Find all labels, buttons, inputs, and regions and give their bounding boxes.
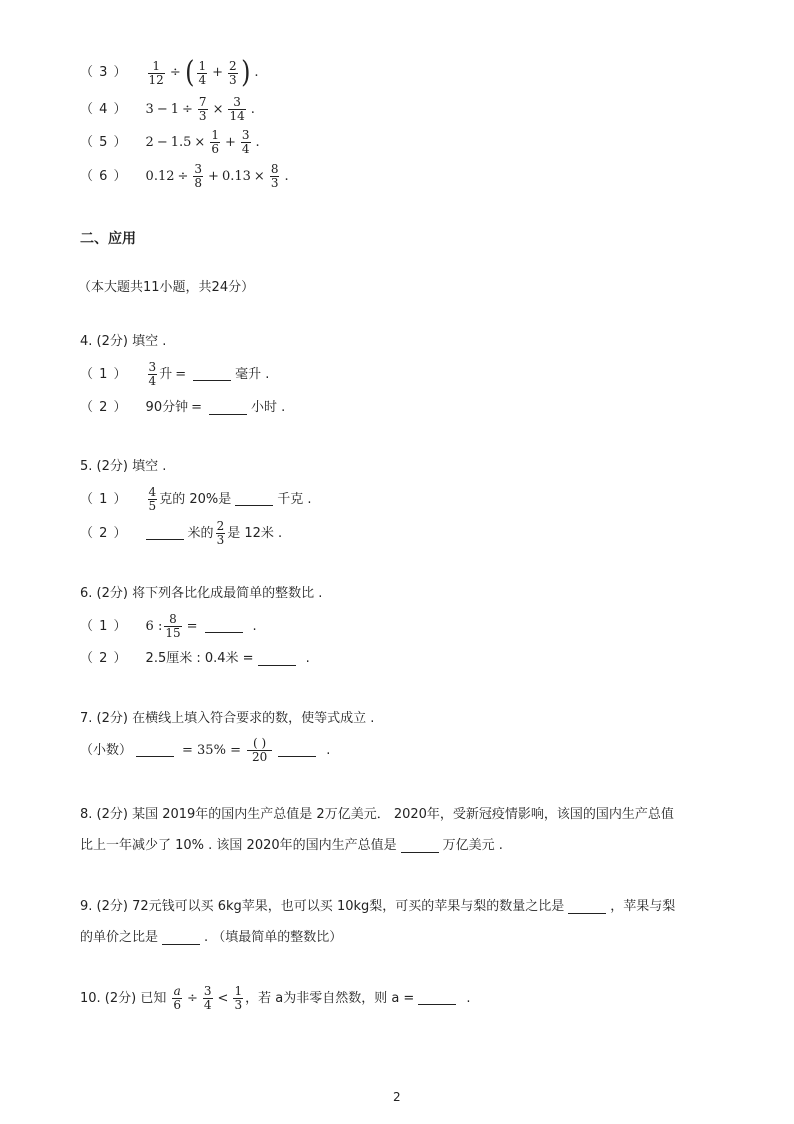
section-title: 二、应用 bbox=[80, 231, 136, 247]
answer-blank[interactable] bbox=[401, 840, 439, 853]
answer-blank[interactable] bbox=[146, 527, 184, 540]
answer-blank[interactable] bbox=[209, 402, 247, 415]
fraction: $\frac{a}{6}$ bbox=[173, 984, 181, 1012]
question-4-stem: 4. (2分) 填空 . bbox=[80, 334, 167, 349]
fraction: $\frac{2}{3}$ bbox=[229, 58, 237, 87]
fraction: $\frac{8}{15}$ bbox=[165, 612, 181, 640]
question-8-line-1: 8. (2分) 某国 2019年的国内生产总值是 2万亿美元． 2020年，受新冠疫情影响，该国的国内生产总值 bbox=[80, 807, 674, 822]
question-10-line: 10. (2分) 已知 $\frac{a}{6}$ ÷ $\frac{3}{4}$ < $\frac{1}{3}$ ，若 a为非零自然数，则 a = . bbox=[80, 984, 471, 1012]
calc-item-3: （ 3 ） $\frac{1}{12}$ ÷ ( $\frac{1}{4}$ + $\frac{2}{3}$ ) . bbox=[80, 55, 259, 90]
calc-item-6: （ 6 ） 0.12 ÷ $\frac{3}{8}$ + 0.13 × $\frac{8}{3}$ . bbox=[80, 162, 289, 190]
fraction: $\frac{3}{14}$ bbox=[229, 95, 245, 123]
fraction: $\frac{1}{12}$ bbox=[148, 58, 164, 87]
fraction: $\frac{8}{3}$ bbox=[270, 162, 279, 190]
section-subtitle: （本大题共11小题，共24分） bbox=[78, 280, 255, 295]
question-4-sub-1: （ 1 ） $\frac{3}{4}$ 升 = 毫升 . bbox=[80, 360, 270, 388]
fraction: $\frac{1}{4}$ bbox=[198, 58, 207, 87]
answer-blank[interactable] bbox=[162, 932, 200, 945]
question-5-stem: 5. (2分) 填空 . bbox=[80, 459, 167, 474]
answer-blank[interactable] bbox=[205, 620, 243, 633]
answer-blank[interactable] bbox=[136, 744, 174, 757]
answer-blank[interactable] bbox=[568, 901, 606, 914]
fraction: $\frac{3}{4}$ bbox=[241, 128, 250, 156]
answer-blank[interactable] bbox=[235, 493, 273, 506]
question-6-sub-2: （ 2 ） 2.5厘米 : 0.4米 = . bbox=[80, 651, 310, 666]
question-5-sub-2: （ 2 ） 米的 $\frac{2}{3}$ 是 12米 . bbox=[80, 519, 283, 547]
fraction: $\frac{3}{4}$ bbox=[203, 984, 212, 1012]
fraction: $\frac{1}{3}$ bbox=[234, 984, 243, 1012]
question-6-stem: 6. (2分) 将下列各比化成最简单的整数比 . bbox=[80, 586, 323, 601]
item-label: （ 3 ） bbox=[80, 65, 128, 80]
fraction: $\frac{1}{6}$ bbox=[211, 128, 219, 156]
answer-blank[interactable] bbox=[418, 992, 456, 1005]
fraction: $\frac{( )}{20}$ bbox=[247, 737, 272, 764]
fraction: $\frac{2}{3}$ bbox=[216, 519, 225, 547]
question-5-sub-1: （ 1 ） $\frac{4}{5}$ 克的 20%是 千克 . bbox=[80, 485, 312, 513]
fraction: $\frac{3}{8}$ bbox=[194, 162, 203, 190]
question-7-stem: 7. (2分) 在横线上填入符合要求的数，使等式成立 . bbox=[80, 711, 375, 726]
fraction: $\frac{7}{3}$ bbox=[198, 95, 207, 123]
question-7-line: （小数） = 35% = $\frac{( )}{20}$ . bbox=[80, 736, 331, 764]
fraction: $\frac{3}{4}$ bbox=[148, 360, 157, 388]
question-6-sub-1: （ 1 ） 6 : $\frac{8}{15}$ = . bbox=[80, 612, 257, 640]
fraction: $\frac{4}{5}$ bbox=[148, 485, 157, 513]
question-9-line-1: 9. (2分) 72元钱可以买 6kg苹果，也可以买 10kg梨，可买的苹果与梨的数量之比是 ，苹果与梨 bbox=[80, 899, 676, 914]
question-9-line-2: 的单价之比是 . （填最简单的整数比） bbox=[80, 930, 343, 945]
calc-item-5: （ 5 ） 2 − 1.5 × $\frac{1}{6}$ + $\frac{3}{4}$ . bbox=[80, 128, 260, 156]
answer-blank[interactable] bbox=[258, 653, 296, 666]
page-number: 2 bbox=[393, 1090, 401, 1104]
answer-blank[interactable] bbox=[193, 368, 231, 381]
question-8-line-2: 比上一年减少了 10% . 该国 2020年的国内生产总值是 万亿美元 . bbox=[80, 838, 503, 853]
answer-blank[interactable] bbox=[278, 744, 316, 757]
question-4-sub-2: （ 2 ） 90分钟 = 小时 . bbox=[80, 400, 286, 415]
calc-item-4: （ 4 ） 3 − 1 ÷ $\frac{7}{3}$ × $\frac{3}{14}$ . bbox=[80, 95, 255, 123]
